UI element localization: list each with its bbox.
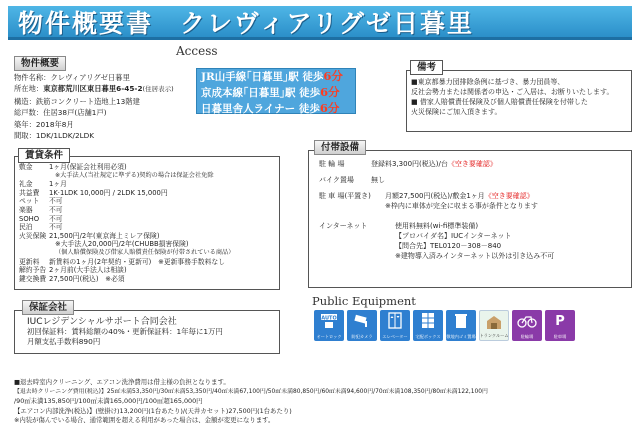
parking-icon: P 駐車場 xyxy=(545,310,575,341)
property-built: 築年：2018年8月 xyxy=(14,119,74,129)
facility-note: 【プロバイダ名】IUCインターネット xyxy=(395,232,512,240)
condition-row: 礼金 1ヶ月 xyxy=(19,180,67,189)
property-address: 所在地：東京都荒川区東日暮里6-45-2(住居表示) xyxy=(14,84,174,94)
condition-note: ※大手法人20,000円/2年(CHUBB損害保険) xyxy=(55,240,189,249)
svg-text:AUTO: AUTO xyxy=(321,315,337,322)
remarks-line: 反社会勢力または関係者の申込・ご入居は、お断りいたします。 xyxy=(411,88,614,96)
condition-row: SOHO 不可 xyxy=(19,214,63,223)
condition-note: （個人賠償保険及び借家人賠償責任保険が付帯されている商品） xyxy=(55,248,235,256)
guarantee-fee: 初回保証料：賃料総額の40%・更新保証料：1年毎に1万円 xyxy=(27,327,223,336)
guarantee-box xyxy=(14,310,280,354)
cleaning-notes xyxy=(14,378,632,426)
condition-row: 火災保険 21,500円/2年(東京海上ミレア保険) xyxy=(19,231,160,240)
facility-row-internet: インターネット 使用料無料(wi-fi標準装備) xyxy=(319,222,479,230)
garbage-icon: 敷地内ゴミ置場 xyxy=(446,310,476,341)
note-line: 【退去時クリーニング費用(税込)】25㎡未満53,350円/30㎡未満53,350円/40㎡未満67,100円/50㎡未満80,850円/60㎡未満94,600円/70㎡未満108,350円/80㎡未満122,100円 xyxy=(14,388,488,395)
note-line: ※内装が傷んでいる場合、通常範囲を超える利用があった場合は、金額が変更になります。 xyxy=(14,416,275,424)
facility-row-bicycle-parking: 駐 輪 場 登録料3,300円(税込)/台 《空き要確認》 xyxy=(319,160,497,168)
guarantee-company-name: IUCレジデンシャルサポート合同会社 xyxy=(27,317,177,327)
note-line: /90㎡未満135,850円/100㎡未満165,000円/100㎡超165,000円 xyxy=(14,397,203,405)
section-title-guarantee: 保証会社 xyxy=(22,300,74,315)
remarks-line: ■ 借家人賠償責任保険及び個人賠償責任保険を付帯した xyxy=(411,98,588,106)
note-line: 【エアコン内部洗浄(税込)】(壁掛け)13,200円(1台あたり)/(天井カセット)27,500円(1台あたり) xyxy=(14,406,292,415)
auto-lock-icon: AUTO オートロック xyxy=(314,310,344,341)
condition-row: 楽器 不可 xyxy=(19,205,63,214)
condition-row: 共益費 1K·1LDK 10,000円 / 2LDK 15,000円 xyxy=(19,188,168,197)
section-title-property: 物件概要 xyxy=(14,56,66,71)
bicycle-icon: 駐輪場 xyxy=(512,310,542,341)
storage-icon: トランクルーム xyxy=(479,310,509,341)
facility-note: ※建物導入済みインターネット以外は引き込み不可 xyxy=(395,252,555,260)
property-layout: 間取：1DK/1LDK/2LDK xyxy=(14,131,95,141)
guarantee-monthly-fee: 月額支払手数料890円 xyxy=(27,337,101,346)
elevator-icon: エレベーター xyxy=(380,310,410,341)
remarks-box xyxy=(406,70,632,132)
access-line: 日暮里舎人ライナー 徒歩6分 xyxy=(201,101,340,115)
security-camera-icon: 防犯カメラ xyxy=(347,310,377,341)
facility-row-bike: バイク置場 無し xyxy=(319,176,385,184)
remarks-line: 火災保険にご加入頂きます。 xyxy=(411,108,502,116)
facility-note: 【問合先】TEL0120－308－840 xyxy=(395,242,502,250)
condition-note: ※大手法人(当社規定に準ずる)契約の場合は保証会社免除 xyxy=(55,171,214,179)
condition-row: 民泊 不可 xyxy=(19,223,63,232)
condition-row: 更新料 新賃料の1ヶ月(2年契約・更新可) ※更新事務手数料なし xyxy=(19,257,225,266)
facility-note: ※枠内に車体が完全に収まる事が条件となります xyxy=(385,202,538,210)
facility-row-car-parking: 駐 車 場(平置き) 月額27,500円(税込)/敷金1ヶ月 《空き要確認》 xyxy=(319,192,534,200)
access-label: Access xyxy=(176,44,218,58)
condition-row: 敷金 1ヶ月(保証会社利用必須) xyxy=(19,163,127,171)
condition-row: ペット 不可 xyxy=(19,197,63,206)
condition-row: 解約予告 2ヶ月前(大手法人は相談) xyxy=(19,266,127,275)
page-title: 物件概要書 クレヴィアリグゼ日暮里 xyxy=(18,8,475,38)
access-line: 京成本線｢日暮里｣駅 徒歩6分 xyxy=(201,85,340,99)
property-structure: 構造：鉄筋コンクリート造地上13階建 xyxy=(14,96,140,106)
section-title-facilities: 付帯設備 xyxy=(314,140,366,155)
property-units: 総戸数：住居38戸(店舗1戸) xyxy=(14,108,107,118)
facilities-box xyxy=(308,150,632,288)
section-title-remarks: 備考 xyxy=(410,60,443,75)
condition-row: 鍵交換費 27,500円(税込) ※必須 xyxy=(19,274,125,283)
svg-text:P: P xyxy=(555,314,565,329)
property-name: 物件名称：クレヴィアリグゼ日暮里 xyxy=(14,73,130,82)
remarks-line: ■東京都暴力団排除条例に基づき、暴力団員等、 xyxy=(411,78,565,86)
section-title-rental: 賃貸条件 xyxy=(18,148,70,163)
public-equipment-label: Public Equipment xyxy=(312,294,416,308)
equipment-icon-row xyxy=(314,310,575,341)
access-box xyxy=(196,68,356,114)
property-info xyxy=(14,72,186,141)
rental-conditions-box xyxy=(14,156,280,290)
delivery-box-icon: 宅配ボックス xyxy=(413,310,443,341)
note-line: ■退去時室内クリーニング、エアコン洗浄費用は借主様の負担となります。 xyxy=(14,378,230,386)
header-banner xyxy=(8,6,632,40)
access-line: JR山手線｢日暮里｣駅 徒歩6分 xyxy=(201,69,343,83)
